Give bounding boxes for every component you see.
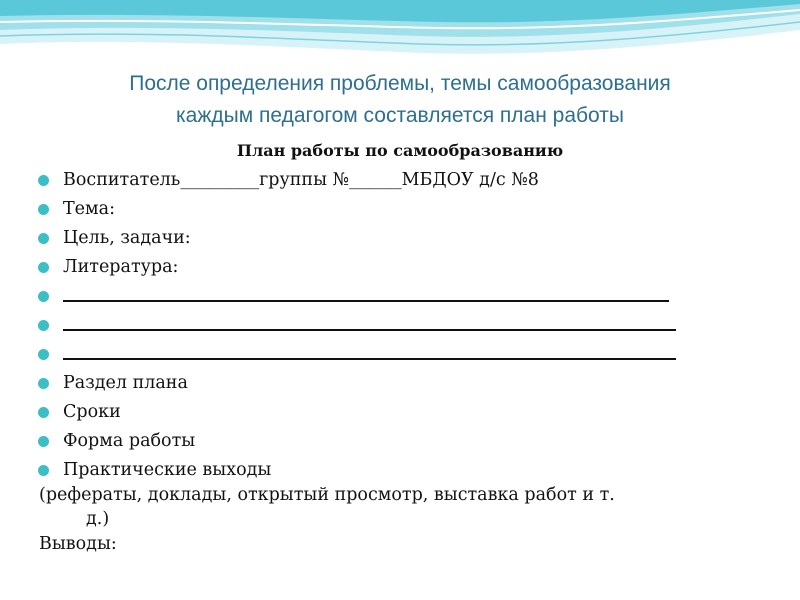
plan-item-text: Цель, задачи: (63, 228, 191, 248)
bullet-icon (38, 291, 49, 302)
plan-item-text: Форма работы (63, 431, 196, 451)
plan-item-text: Воспитатель_________группы №______МБДОУ д/с №8 (63, 170, 539, 190)
bullet-icon (38, 407, 49, 418)
plan-item-topic (0, 195, 800, 224)
bullet-icon (38, 233, 49, 244)
bullet-icon (38, 262, 49, 273)
plan-item-blank-line (0, 311, 800, 340)
blank-line (63, 300, 669, 302)
plan-item-blank-line (0, 282, 800, 311)
title-line-1: После определения проблемы, темы самообразования (129, 72, 671, 95)
blank-line (63, 358, 676, 360)
blank-line (63, 329, 676, 331)
bullet-icon (38, 175, 49, 186)
title-line-2: каждым педагогом составляется план работы (176, 104, 624, 127)
bullet-icon (38, 320, 49, 331)
plan-item-blank-line (0, 340, 800, 369)
plan-item-teacher (0, 166, 800, 195)
plan-item-text: Сроки (63, 402, 121, 422)
bullet-icon (38, 378, 49, 389)
bullet-icon (38, 349, 49, 360)
plan-item-text: Литература: (63, 257, 179, 277)
plan-heading: План работы по самообразованию (236, 141, 564, 160)
plan-item-goals (0, 224, 800, 253)
plan-item-outputs (0, 456, 800, 485)
plan-item-work-form (0, 427, 800, 456)
conclusions-label: Выводы: (39, 534, 117, 554)
plan-item-text: Тема: (63, 199, 115, 219)
wave-decoration (0, 0, 800, 75)
note-line-1: (рефераты, доклады, открытый просмотр, выставка работ и т. (39, 485, 615, 505)
plan-item-text: Раздел плана (63, 373, 188, 393)
plan-item-text: Практические выходы (63, 460, 272, 480)
plan-item-list (0, 166, 800, 485)
slide-title (60, 68, 740, 132)
bullet-icon (38, 436, 49, 447)
outputs-note (39, 483, 759, 531)
plan-item-section (0, 369, 800, 398)
note-line-2: д.) (86, 509, 110, 529)
plan-item-dates (0, 398, 800, 427)
bullet-icon (38, 465, 49, 476)
bullet-icon (38, 204, 49, 215)
plan-item-literature (0, 253, 800, 282)
